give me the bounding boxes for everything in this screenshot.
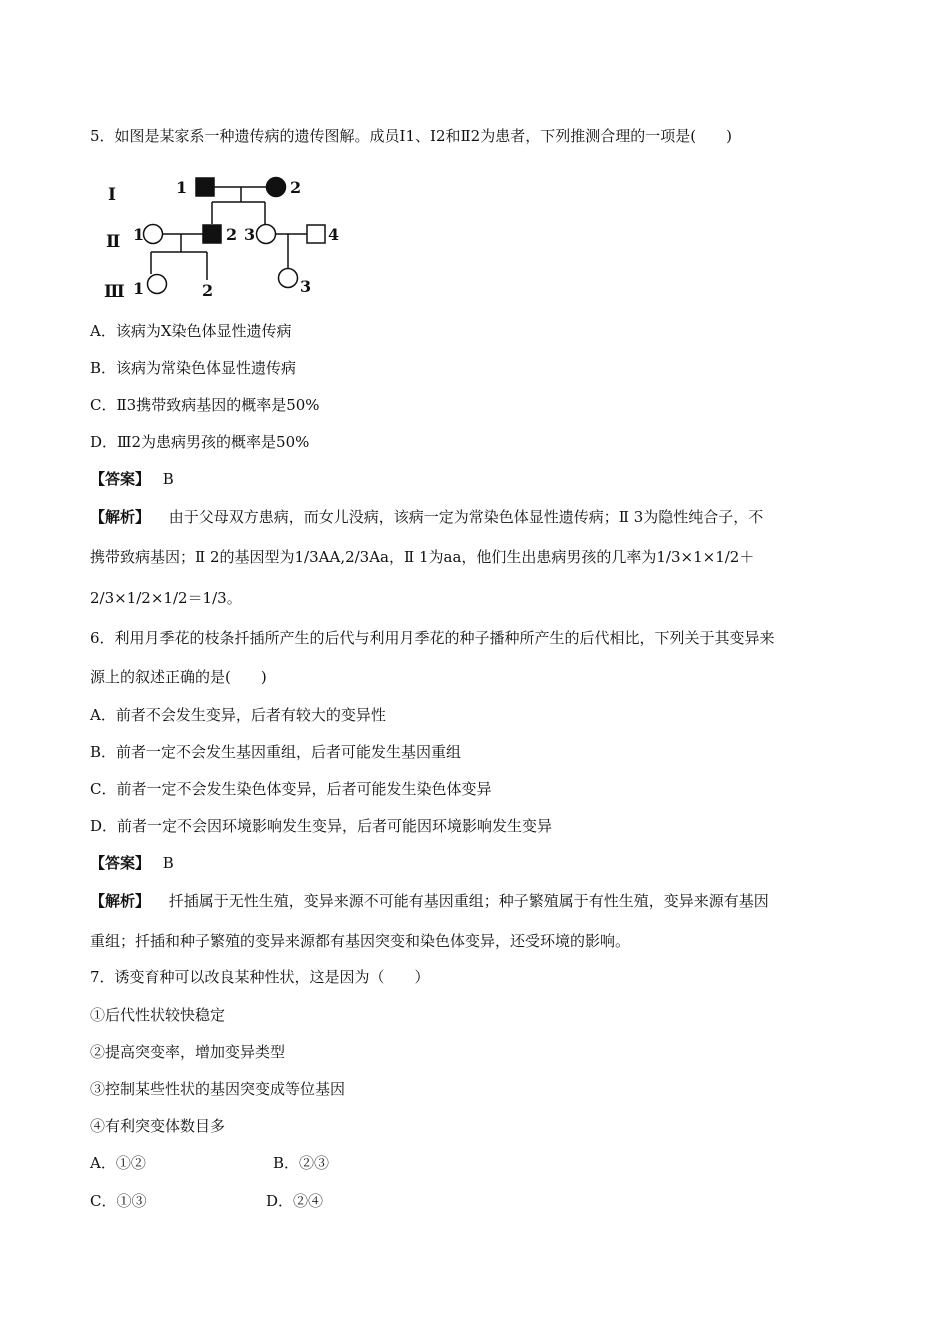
analysis-tag: 【解析】 [90, 892, 151, 910]
member-I-1 [196, 178, 214, 196]
member-label: 4 [328, 225, 340, 244]
generation-label-3: Ⅲ [104, 282, 125, 302]
analysis-tag: 【解析】 [90, 508, 151, 526]
q6-option-d: D．前者一定不会因环境影响发生变异，后者可能因环境影响发生变异 [90, 817, 553, 835]
member-label: 3 [300, 277, 312, 296]
q7-option-c: C．①③ [90, 1192, 147, 1210]
q7-option-d: D．②④ [266, 1192, 324, 1210]
q7-item-1: ①后代性状较快稳定 [90, 1006, 226, 1024]
member-label: 3 [244, 225, 256, 244]
answer-tag: 【答案】 [90, 854, 151, 872]
q6-option-c: C．前者一定不会发生染色体变异，后者可能发生染色体变异 [90, 780, 492, 798]
q6-stem: 6．利用月季花的枝条扦插所产生的后代与利用月季花的种子播种所产生的后代相比，下列关于其变异来 [90, 629, 775, 647]
q6-analysis-row [90, 891, 769, 911]
member-label: 2 [226, 225, 238, 244]
q5-stem: 5．如图是某家系一种遗传病的遗传图解。成员Ⅰ1、Ⅰ2和Ⅱ2为患者，下列推测合理的一项是( ) [90, 127, 732, 145]
q5-answer-row [90, 469, 174, 489]
q6-option-a: A．前者不会发生变异，后者有较大的变异性 [90, 706, 386, 724]
analysis-text: 扦插属于无性生殖，变异来源不可能有基因重组；种子繁殖属于有性生殖，变异来源有基因 [168, 892, 769, 910]
member-III-1 [148, 275, 167, 294]
q7-item-4: ④有利突变体数目多 [90, 1117, 226, 1135]
q6-option-b: B．前者一定不会发生基因重组，后者可能发生基因重组 [90, 743, 462, 761]
member-I-2 [267, 178, 286, 197]
q6-stem: 源上的叙述正确的是( ) [90, 668, 267, 686]
analysis-text: 重组；扦插和种子繁殖的变异来源都有基因突变和染色体变异，还受环境的影响。 [90, 932, 631, 950]
q5-option-a: A．该病为X染色体显性遗传病 [90, 322, 292, 340]
pedigree-diagram [100, 170, 360, 305]
q7-item-3: ③控制某些性状的基因突变成等位基因 [90, 1080, 346, 1098]
answer-value: B [162, 854, 174, 872]
member-label: 1 [133, 279, 145, 298]
analysis-text: 由于父母双方患病，而女儿没病，该病一定为常染色体显性遗传病；Ⅱ 3为隐性纯合子，不 [168, 508, 764, 526]
member-label: 1 [133, 225, 145, 244]
member-III-3 [279, 269, 298, 288]
generation-label-1: Ⅰ [108, 185, 116, 205]
generation-label-2: Ⅱ [106, 232, 121, 252]
q6-answer-row [90, 853, 174, 873]
analysis-text: 携带致病基因；Ⅱ 2的基因型为1/3AA,2/3Aa，Ⅱ 1为aa，他们生出患病男孩的几率为1/3×1×1/2＋ [90, 548, 755, 566]
q7-stem: 7．诱变育种可以改良某种性状，这是因为（ ） [90, 968, 430, 986]
q5-option-d: D．Ⅲ2为患病男孩的概率是50% [90, 433, 310, 451]
q7-item-2: ②提高突变率，增加变异类型 [90, 1043, 286, 1061]
member-label: 2 [290, 178, 302, 197]
q7-option-b: B．②③ [273, 1154, 330, 1172]
member-II-1 [144, 225, 163, 244]
analysis-text: 2/3×1/2×1/2＝1/3。 [90, 589, 242, 607]
q5-option-b: B．该病为常染色体显性遗传病 [90, 359, 297, 377]
answer-value: B [162, 470, 174, 488]
member-II-3 [257, 225, 276, 244]
member-II-4 [307, 225, 325, 243]
q5-analysis-row [90, 507, 763, 527]
q5-option-c: C．Ⅱ3携带致病基因的概率是50% [90, 396, 320, 414]
member-label: 2 [202, 281, 214, 300]
answer-tag: 【答案】 [90, 470, 151, 488]
member-II-2 [203, 225, 221, 243]
member-label: 1 [176, 178, 188, 197]
q7-option-a: A．①② [90, 1154, 146, 1172]
